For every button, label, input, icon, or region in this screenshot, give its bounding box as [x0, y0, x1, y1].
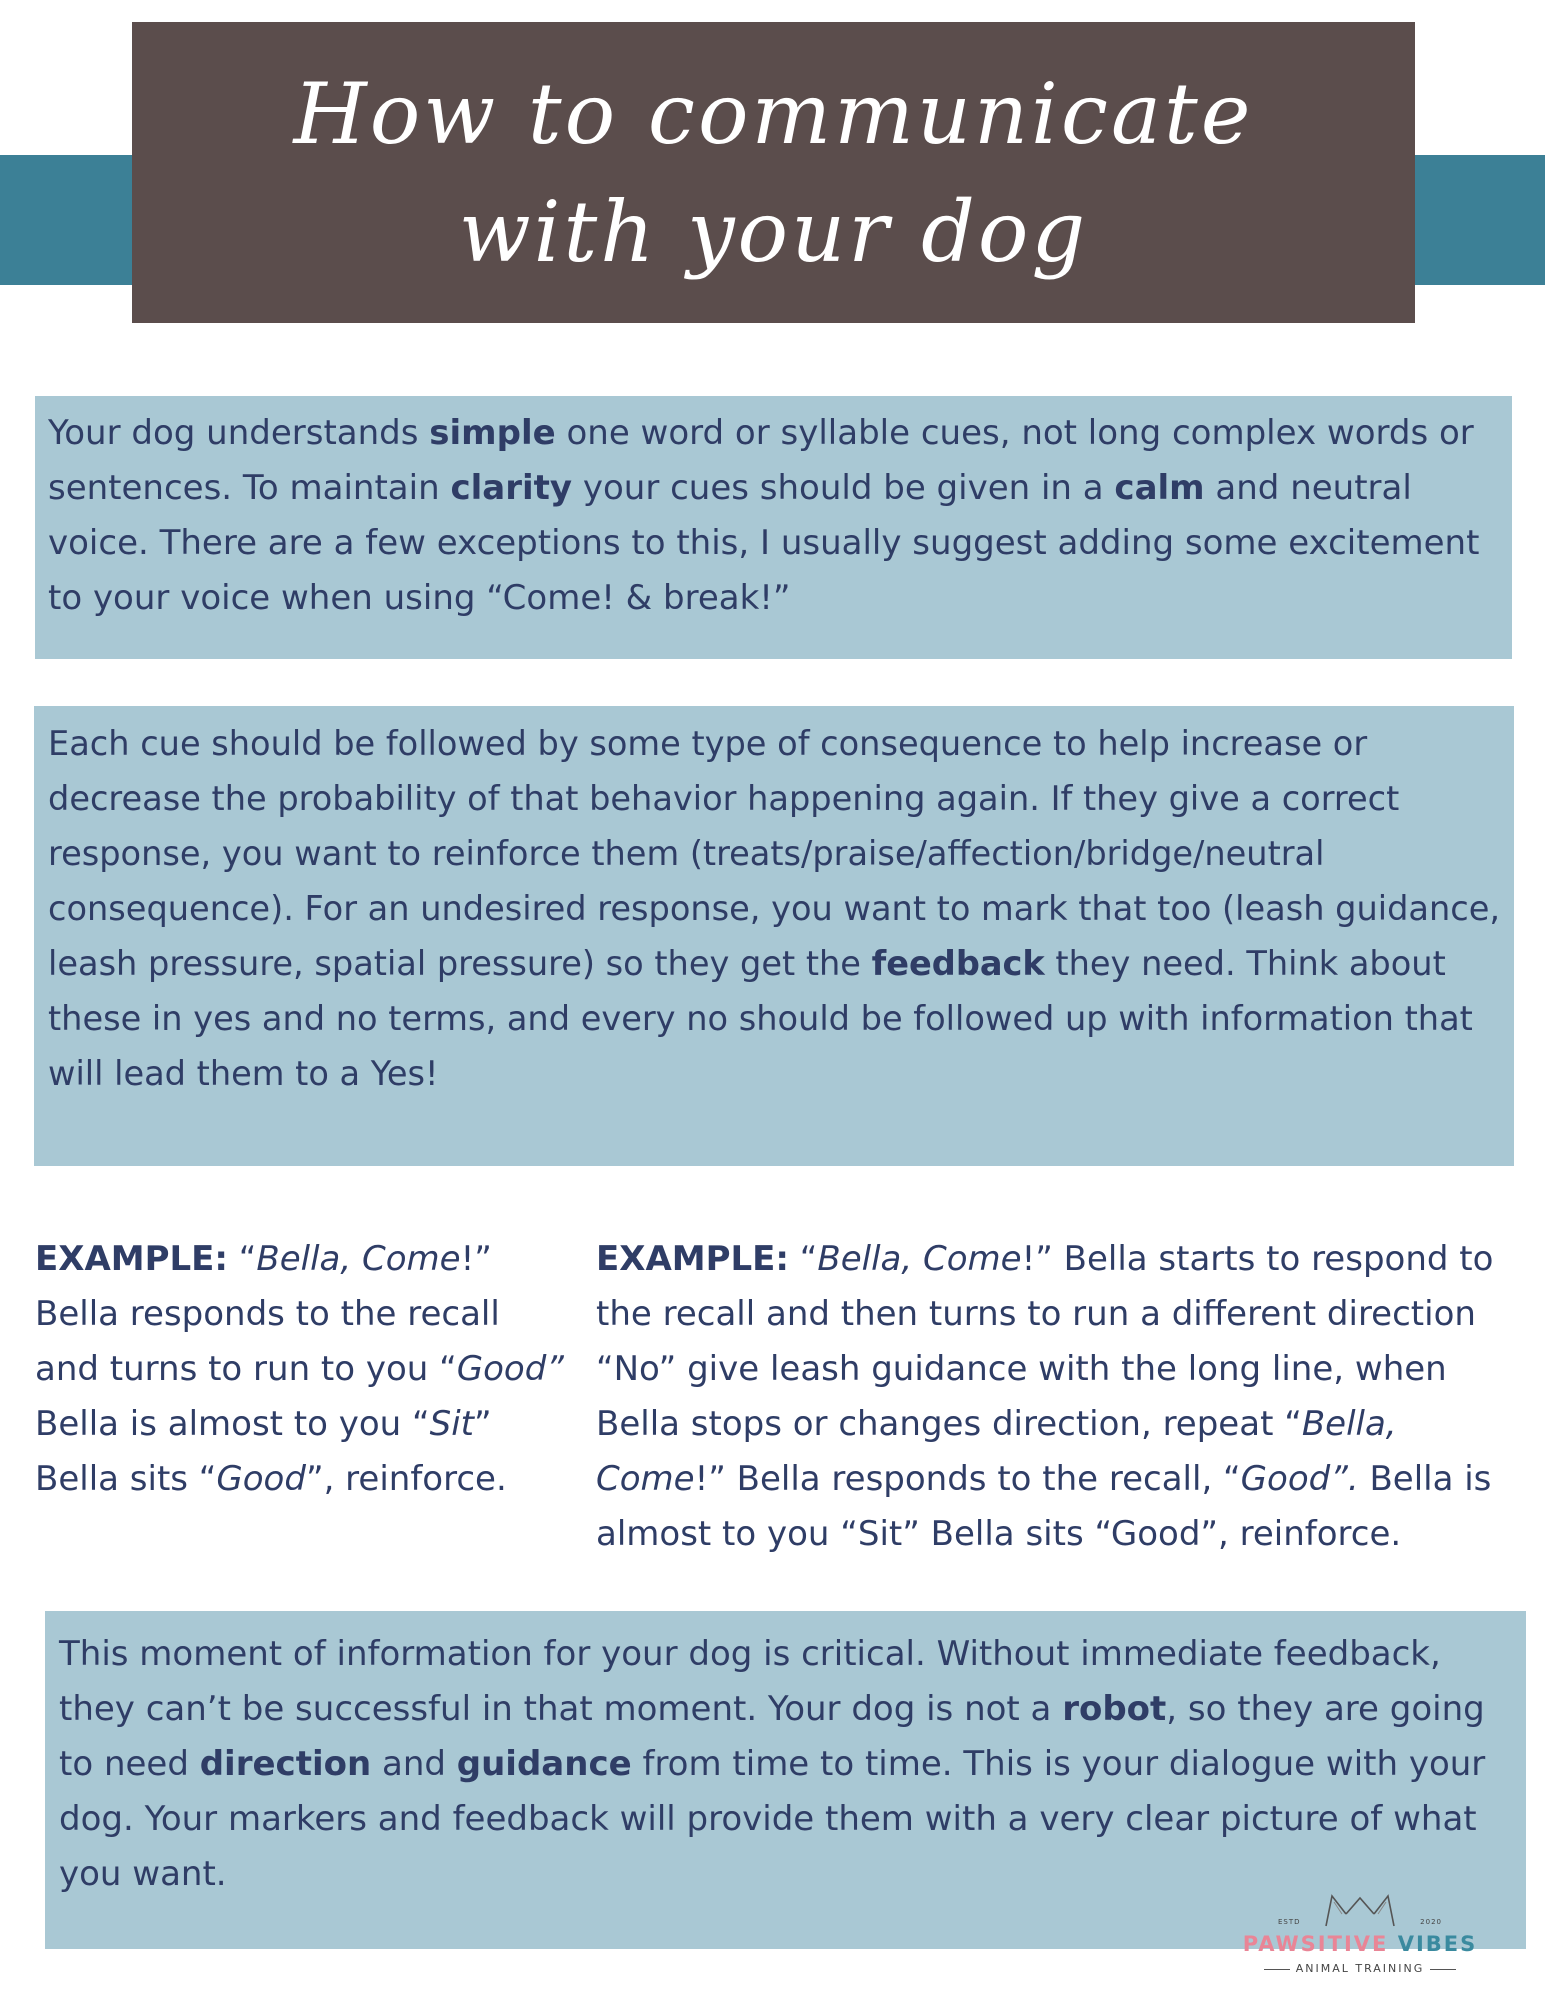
text-segment: EXAMPLE: — [35, 1239, 228, 1279]
text-segment: and — [371, 1744, 457, 1784]
example-right — [596, 1232, 1526, 1562]
pawsitive-vibes-logo — [1230, 1890, 1490, 1995]
text-segment: Bella, Come — [596, 1404, 1397, 1499]
text-segment: Bella is almost to you “ — [35, 1404, 430, 1444]
logo-subtitle-text: ANIMAL TRAINING — [1295, 1962, 1425, 1975]
text-segment: Good” — [456, 1349, 564, 1389]
text-segment: Good”. — [1240, 1459, 1359, 1499]
logo-estd: ESTD — [1278, 1918, 1301, 1926]
summary-paragraph — [59, 1627, 1514, 1902]
text-segment: simple — [429, 413, 556, 453]
logo-subtitle — [1230, 1962, 1490, 1975]
text-segment: Sit — [429, 1404, 474, 1444]
logo-name-part1: PAWSITIVE — [1242, 1932, 1389, 1956]
consequence-paragraph — [48, 716, 1502, 1101]
text-segment: This moment of information for your dog is critical. Without immediate feedback, they can’t be successful in that moment. Your dog is not a — [59, 1634, 1441, 1729]
text-segment: !” Bella responds to the recall, “ — [694, 1459, 1241, 1499]
text-segment: they need. Think about these in yes and no terms, and every no should be followed up with information that will lead them to a Yes! — [48, 944, 1473, 1093]
text-segment: give leash guidance with the long line, when Bella stops or changes direction, repeat “ — [596, 1349, 1447, 1444]
page-title-line-1: How to communicate — [293, 64, 1254, 163]
page-title-line-2: with your dog — [458, 182, 1089, 281]
text-segment: Bella, Come — [817, 1239, 1022, 1279]
text-segment: your cues should be given in a — [572, 468, 1115, 508]
text-segment: calm — [1114, 468, 1205, 508]
text-segment: Bella, Come — [256, 1239, 461, 1279]
text-segment: one word or syllable cues, not long complex words or sentences. To maintain — [48, 413, 1474, 508]
text-segment: clarity — [450, 468, 573, 508]
text-segment: “ — [228, 1239, 257, 1279]
text-segment: !” Bella responds to the recall and turns to run to you “ — [35, 1239, 500, 1389]
text-segment: guidance — [456, 1744, 632, 1784]
title-banner — [132, 22, 1415, 323]
text-segment: Bella is almost to you “Sit” Bella sits “Good”, reinforce. — [596, 1459, 1492, 1554]
text-segment: “ — [789, 1239, 818, 1279]
intro-box — [35, 396, 1512, 659]
text-segment: feedback — [871, 944, 1045, 983]
logo-name — [1230, 1932, 1490, 1956]
consequence-box — [34, 706, 1514, 1166]
text-segment: ” Bella sits “ — [35, 1404, 492, 1499]
text-segment: EXAMPLE: — [596, 1239, 789, 1279]
text-segment: ”, reinforce. — [305, 1459, 507, 1499]
text-segment: from time to time. This is your dialogue with your dog. Your markers and feedback will provide them with a very clear picture of what you want. — [59, 1744, 1486, 1894]
text-segment: direction — [199, 1744, 372, 1784]
example-left — [35, 1232, 565, 1507]
dog-ears-icon — [1320, 1890, 1400, 1928]
intro-paragraph — [48, 406, 1500, 626]
logo-name-part2: VIBES — [1397, 1932, 1478, 1956]
text-segment: Each cue should be followed by some type of consequence to help increase or decrease the probability of that behavior happening again. If they give a correct response, you want to reinforce them (treats/praise/affection/bridge/neutral consequence). For an undesired response, you want to mark that too (leash guidance, leash pressure, spatial pressure) so they get the — [48, 724, 1501, 983]
text-segment: robot — [1062, 1689, 1167, 1729]
text-segment: Good — [216, 1459, 306, 1499]
text-segment: and neutral voice. There are a few exceptions to this, I usually suggest adding some excitement to your voice when using “Come! & break!” — [48, 468, 1480, 618]
text-segment: , so they are going to need — [59, 1689, 1485, 1784]
text-segment: !” Bella starts to respond to the recall and then turns to run a different direction “No” — [596, 1239, 1494, 1389]
text-segment: Your dog understands — [48, 413, 430, 453]
logo-year: 2020 — [1420, 1918, 1442, 1926]
